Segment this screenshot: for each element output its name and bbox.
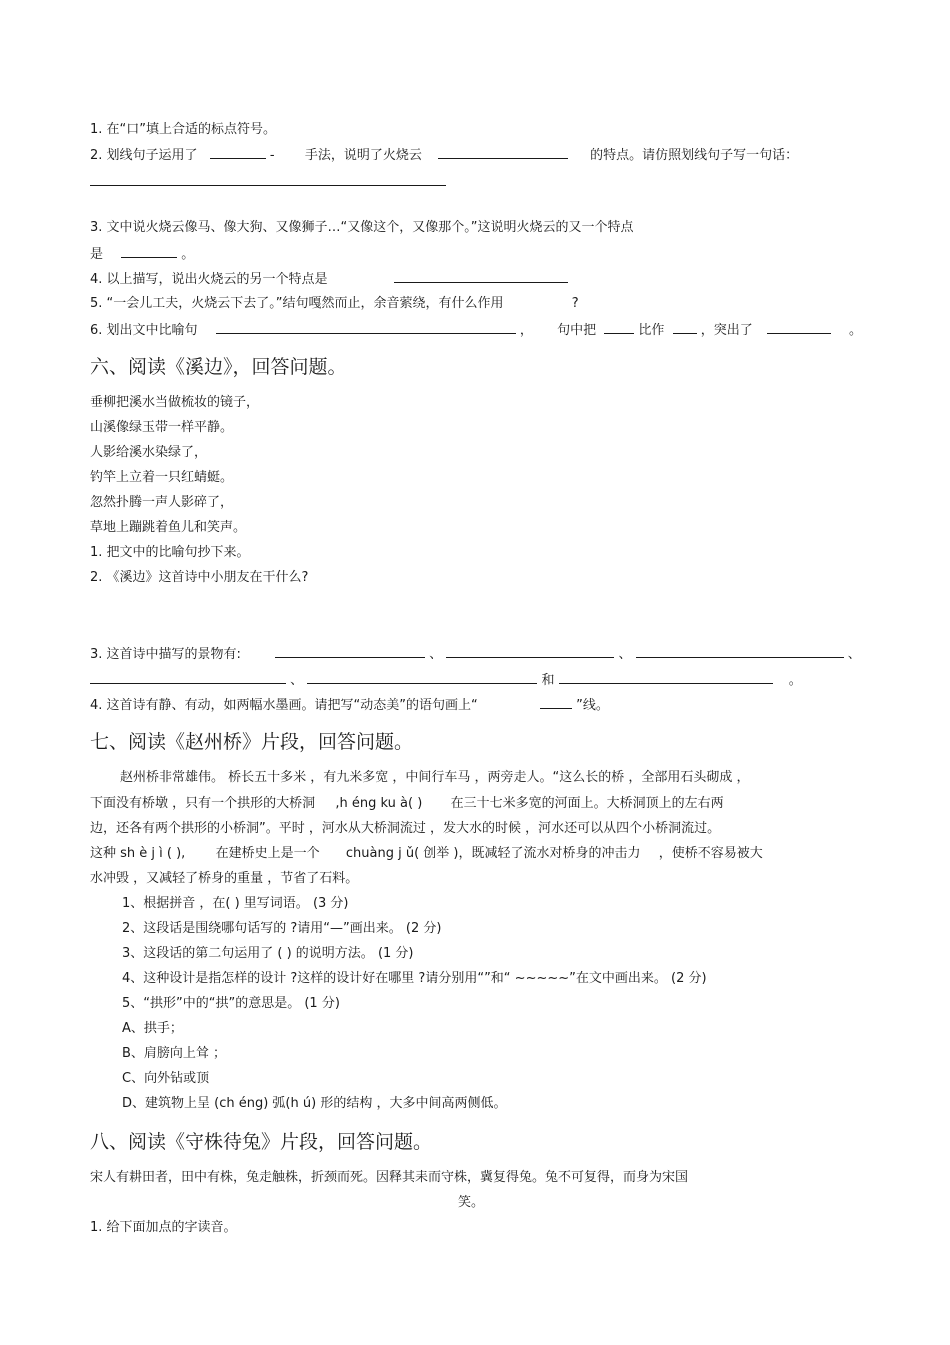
question-1: 1. 把文中的比喻句抄下来。 [90,545,250,560]
poem-line: 草地上蹦跳着鱼儿和笑声。 [90,520,247,535]
question-6-text-a: 6. 划出文中比喻句 [90,323,198,338]
question-2-text-a: 2. 划线句子运用了 [90,148,198,163]
passage-text: 下面没有桥墩 ，只有一个拱形的大桥洞 [90,796,316,811]
answer-blank[interactable] [540,695,572,709]
question-6-text-f: 。 [849,323,863,338]
question-2 [90,145,798,165]
question-5-text: 5. “一会儿工夫，火烧云下去了。”结句嘎然而止，余音萦绕，有什么作用 [90,296,504,311]
question-6-text-e: ，突出了 [700,323,753,338]
pinyin-prompt[interactable]: ,h éng ku à( ) [335,796,423,811]
option-a[interactable]: A、拱手； [122,1021,183,1036]
question-2: 2、这段话是围绕哪句话写的 ?请用“—”画出来。 (2 分) [122,921,442,936]
question-5 [90,295,579,313]
question-6-text-b: ， [519,323,533,338]
option-b[interactable]: B、肩膀向上耸 ； [122,1046,227,1061]
question-2-text-d: 的特点。请仿照划线句子写一句话： [590,148,799,163]
answer-blank[interactable] [446,644,614,658]
poem-line: 垂柳把溪水当做梳妆的镜子， [90,395,260,410]
question-2-text-b: - [269,148,275,163]
passage-line [90,795,724,813]
question-3-text-b: 是 [90,247,104,262]
answer-blank[interactable] [438,145,568,159]
question-3-text: 3. 这首诗中描写的景物有: [90,647,241,662]
answer-line[interactable] [90,185,446,186]
question-2: 2. 《溪边》这首诗中小朋友在干什么? [90,570,309,585]
poem-line: 人影给溪水染绿了， [90,445,208,460]
option-d[interactable]: D、建筑物上呈 (ch éng) 弧(h ú) 形的结构 ，大多中间高两侧低。 [122,1096,507,1111]
passage-text: 在建桥史上是一个 [215,846,320,861]
answer-blank[interactable] [121,244,177,258]
option-c[interactable]: C、向外钻或顶 [122,1071,210,1086]
question-3-cont [90,670,802,690]
passage-text: ，使桥不容易被大 [658,846,763,861]
answer-blank[interactable] [90,670,286,684]
pinyin-prompt: chuàng j ǔ( 创举 )，既减轻了流水对桥身的冲击力 [345,846,641,861]
section-heading: 六、阅读《溪边》，回答问题。 [90,356,347,378]
question-3: 3. 文中说火烧云像马、像大狗、又像狮子…“又像这个，又像那个。”这说明火烧云的又一个特点 [90,220,634,235]
answer-blank[interactable] [767,320,831,334]
question-3 [90,644,861,664]
pinyin-prompt[interactable]: 这种 sh è j ì ( ), [90,846,186,861]
question-6-text-d: 比作 [638,323,665,338]
answer-blank[interactable] [275,644,425,658]
passage-line: 水冲毁 ，又减轻了桥身的重量 ，节省了石料。 [90,871,359,886]
answer-blank[interactable] [673,320,697,334]
separator: 、 [618,647,632,662]
section-heading: 八、阅读《守株待兔》片段，回答问题。 [90,1131,433,1153]
question-2-text-c: 手法，说明了火烧云 [304,148,422,163]
question-5: 5、“拱形”中的“拱”的意思是。 (1 分) [122,996,340,1011]
question-4-text-a: 4. 这首诗有静、有动，如两幅水墨画。请把写“动态美”的语句画上“ [90,698,478,713]
question-6-text-c: 句中把 [557,323,597,338]
question-3-text-c: 。 [181,247,195,262]
passage-text: 在三十七米多宽的河面上。大桥洞顶上的左右两 [450,796,724,811]
question-5-mark: ? [571,296,579,311]
period: 。 [788,673,802,688]
question-3: 3、这段话的第二句运用了 ( ) 的说明方法。 (1 分) [122,946,414,961]
answer-blank[interactable] [636,644,844,658]
separator: 、 [290,673,304,688]
question-4 [90,269,568,289]
passage-line [90,845,763,863]
question-1: 1、根据拼音 ，在( ) 里写词语。 (3 分) [122,896,349,911]
poem-line: 钓竿上立着一只红蜻蜓。 [90,470,234,485]
passage-line: 宋人有耕田者，田中有株，兔走触株，折颈而死。因释其耒而守株，冀复得兔。兔不可复得，而身为宋国 [90,1170,689,1185]
answer-blank[interactable] [216,320,516,334]
answer-blank[interactable] [604,320,634,334]
section-heading: 七、阅读《赵州桥》片段，回答问题。 [90,731,414,753]
question-4 [90,695,609,715]
separator: 、 [847,647,861,662]
answer-blank[interactable] [559,670,773,684]
question-1: 1. 在“口”填上合适的标点符号。 [90,122,277,137]
question-6 [90,320,862,340]
answer-blank[interactable] [210,145,266,159]
answer-blank[interactable] [394,269,568,283]
passage-line: 笑。 [458,1195,485,1210]
poem-line: 山溪像绿玉带一样平静。 [90,420,234,435]
answer-blank[interactable] [307,670,537,684]
passage-line: 边，还各有两个拱形的小桥洞”。平时 ，河水从大桥洞流过 ，发大水的时候 ，河水还可以从四个小桥洞流过。 [90,821,721,836]
question-4-text: 4. 以上描写，说出火烧云的另一个特点是 [90,272,328,287]
question-4: 4、这种设计是指怎样的设计 ?这样的设计好在哪里 ?请分别用“”和“ ~~~~~”在文中画出来。 (2 分) [122,971,707,986]
connector: 和 [541,673,555,688]
question-3-cont [90,244,194,264]
separator: 、 [429,647,443,662]
question-4-text-b: ”线。 [576,698,609,713]
poem-line: 忽然扑腾一声人影碎了， [90,495,234,510]
question-1: 1. 给下面加点的字读音。 [90,1220,237,1235]
passage-line: 赵州桥非常雄伟。 桥长五十多米 ，有九米多宽 ，中间行车马 ，两旁走人。“这么长的桥 ，全部用石头砌成 ， [120,770,750,785]
